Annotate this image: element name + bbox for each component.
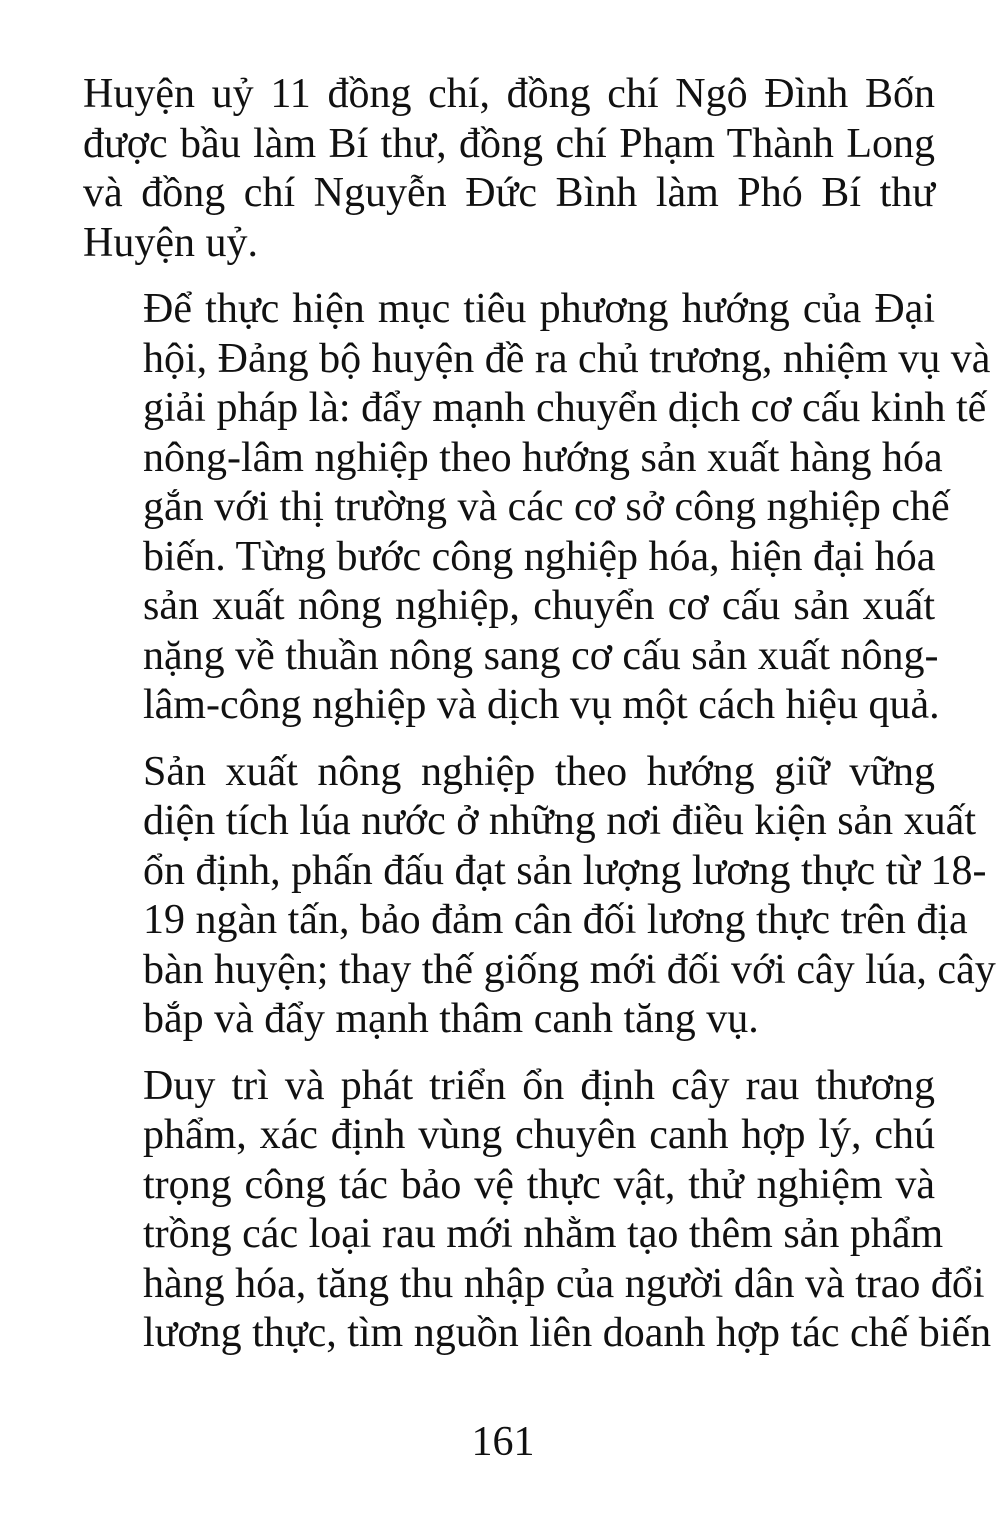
text-line: hội, Đảng bộ huyện đề ra chủ trương, nhiệm vụ và (143, 335, 991, 382)
text-line: lâm-công nghiệp và dịch vụ một cách hiệu quả. (143, 682, 940, 728)
paragraph-1 (83, 70, 935, 268)
text-line: bắp và đẩy mạnh thâm canh tăng vụ. (143, 996, 759, 1042)
text-line: Để thực hiện mục tiêu phương hướng của Đại (143, 286, 935, 332)
paragraph-2 (83, 285, 991, 731)
text-line: giải pháp là: đẩy mạnh chuyển dịch cơ cấu kinh tế (143, 385, 987, 431)
text-line: được bầu làm Bí thư, đồng chí Phạm Thành Long (83, 120, 935, 167)
text-line: diện tích lúa nước ở những nơi điều kiện sản xuất (143, 798, 976, 844)
text-line: Duy trì và phát triển ổn định cây rau thương (143, 1062, 935, 1109)
text-line: nông-lâm nghiệp theo hướng sản xuất hàng hóa (143, 434, 943, 481)
text-line: bàn huyện; thay thế giống mới đối với cây lúa, cây (143, 946, 996, 993)
text-line: 19 ngàn tấn, bảo đảm cân đối lương thực trên địa (143, 897, 968, 943)
text-line: biến. Từng bước công nghiệp hóa, hiện đại hóa (143, 533, 936, 580)
text-line: gắn với thị trường và các cơ sở công nghiệp chế (143, 484, 950, 530)
text-line: Huyện uỷ. (83, 219, 258, 266)
paragraph-4 (83, 1062, 992, 1359)
body-text (83, 70, 996, 1376)
page-number: 161 (471, 1419, 535, 1465)
text-line: trọng công tác bảo vệ thực vật, thử nghiệm và (143, 1161, 935, 1208)
text-line: hàng hóa, tăng thu nhập của người dân và trao đổi (143, 1260, 985, 1307)
text-line: phẩm, xác định vùng chuyên canh hợp lý, chú (143, 1112, 935, 1158)
text-line: nặng về thuần nông sang cơ cấu sản xuất nông- (143, 632, 939, 679)
paragraph-3 (83, 748, 996, 1045)
text-line: trồng các loại rau mới nhằm tạo thêm sản phẩm (143, 1211, 944, 1257)
text-line: lương thực, tìm nguồn liên doanh hợp tác chế biến (143, 1310, 992, 1356)
text-line: và đồng chí Nguyễn Đức Bình làm Phó Bí thư (83, 170, 935, 216)
text-line: Sản xuất nông nghiệp theo hướng giữ vững (143, 748, 935, 795)
text-line: sản xuất nông nghiệp, chuyển cơ cấu sản xuất (143, 583, 935, 629)
text-line: Huyện uỷ 11 đồng chí, đồng chí Ngô Đình Bốn (83, 71, 935, 117)
text-line: ổn định, phấn đấu đạt sản lượng lương thực từ 18- (143, 847, 987, 894)
